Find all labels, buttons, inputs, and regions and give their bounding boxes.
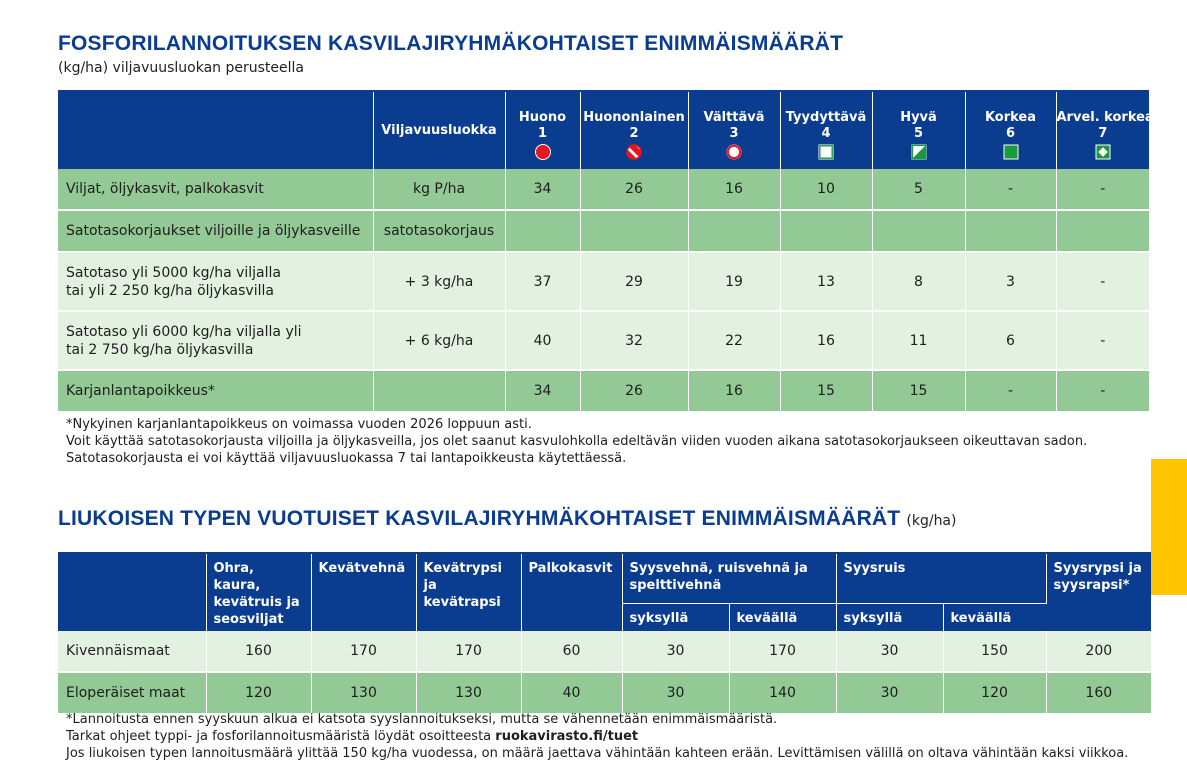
cell-value: 26 [580,370,688,412]
class-name: Välttävä [703,110,765,125]
header-class-1 [505,91,580,169]
note-line: Jos liukoisen typen lannoitusmäärä ylittää 150 kg/ha vuodessa, on määrä jaettava vähintään kahteen erään. Levittämisen välillä on oltava vähintään kaksi viikkoa. [66,746,1129,761]
row-label-line: Karjanlantapoikkeus* [66,383,215,399]
class-name: Tyydyttävä [785,110,867,125]
nitrogen-title-unit: (kg/ha) [906,513,957,529]
cell-value: 170 [729,631,836,672]
cell-value [965,210,1056,252]
cell-value: - [965,370,1056,412]
cell-value: 30 [836,672,943,714]
cell-value: 200 [1046,631,1151,672]
row-label: Eloperäiset maat [58,672,206,714]
header-sub: keväällä [943,604,1046,632]
class-number: 2 [629,126,639,141]
header-group: Palkokasvit [521,553,622,631]
cell-value: 34 [505,370,580,412]
cell-value: 120 [206,672,311,714]
cell-value [688,210,780,252]
header-class-4 [780,91,872,169]
row-unit [373,370,505,412]
cell-value: 13 [780,252,872,311]
header-empty [58,91,373,169]
cell-value [580,210,688,252]
header-class-2 [580,91,688,169]
phosphorus-table [58,90,1154,413]
class-name: Huono [518,110,567,125]
table-row [58,210,1149,252]
class-name: Arvel. korkea [1056,110,1154,125]
row-label-line: Satotaso yli 5000 kg/ha viljalla [66,264,281,281]
cell-value: 34 [505,169,580,210]
cell-value: 29 [580,252,688,311]
class-number: 4 [821,126,831,141]
row-label [58,252,373,311]
cell-value: 130 [311,672,416,714]
table-row [58,370,1149,412]
cell-value: 150 [943,631,1046,672]
header-class-5 [872,91,965,169]
cell-value: 16 [780,311,872,370]
cell-value [505,210,580,252]
cell-value: 120 [943,672,1046,714]
row-label [58,370,373,412]
header-sub: syksyllä [836,604,943,632]
red-filled-circle-icon [535,144,551,160]
cell-value: 130 [416,672,521,714]
class-number: 3 [729,126,739,141]
header-class-3 [688,91,780,169]
cell-value: 30 [622,631,729,672]
row-unit: satotasokorjaus [373,210,505,252]
cell-value [780,210,872,252]
header-empty [58,553,206,631]
cell-value: - [1056,370,1149,412]
green-half-square-icon [911,144,927,160]
row-label: Kivennäismaat [58,631,206,672]
row-label-line: Satotasokorjaukset viljoille ja öljykasveille [66,223,361,239]
table-row [58,631,1151,672]
cell-value: 32 [580,311,688,370]
cell-value: 140 [729,672,836,714]
class-name: Huononlainen [583,110,685,125]
nitrogen-table [58,552,1151,715]
cell-value: 10 [780,169,872,210]
ruokavirasto-link[interactable]: ruokavirasto.fi/tuet [495,729,639,744]
class-name: Hyvä [900,110,937,125]
cell-value: 30 [836,631,943,672]
header-group: Syysrypsi ja syysrapsi* [1046,553,1151,631]
note-line: Satotasokorjausta ei voi käyttää viljavuusluokassa 7 tai lantapoikkeusta käytettäessä. [66,451,627,466]
row-unit: kg P/ha [373,169,505,210]
yellow-side-tab [1151,459,1187,595]
cell-value: 60 [521,631,622,672]
cell-value: 15 [872,370,965,412]
cell-value: - [1056,252,1149,311]
note-line: *Nykyinen karjanlantapoikkeus on voimassa vuoden 2026 loppuun asti. [66,417,532,432]
cell-value: 6 [965,311,1056,370]
cell-value: 170 [416,631,521,672]
row-label [58,311,373,370]
table-row [58,672,1151,714]
class-number: 7 [1098,126,1108,141]
header-sub: keväällä [729,604,836,632]
cell-value: 3 [965,252,1056,311]
red-striped-circle-icon [626,144,642,160]
nitrogen-title-text: LIUKOISEN TYPEN VUOTUISET KASVILAJIRYHMÄKOHTAISET ENIMMÄISMÄÄRÄT [58,507,901,530]
cell-value: 37 [505,252,580,311]
cell-value: - [1056,169,1149,210]
cell-value: 170 [311,631,416,672]
cell-value: 22 [688,311,780,370]
row-label [58,169,373,210]
nitrogen-header-row [58,553,1151,604]
row-label-line: Satotaso yli 6000 kg/ha viljalla yli [66,323,302,340]
note-text: Tarkat ohjeet typpi- ja fosforilannoitusmääristä löydät osoitteesta [66,729,496,744]
header-class-7 [1056,91,1154,169]
row-unit: + 6 kg/ha [373,311,505,370]
header-group: Syysvehnä, ruisvehnä ja spelttivehnä [622,553,836,604]
cell-value: 160 [206,631,311,672]
cell-value: 40 [505,311,580,370]
nitrogen-title [58,507,956,531]
class-number: 5 [913,126,924,141]
header-viljavuusluokka: Viljavuusluokka [373,91,505,169]
row-unit: + 3 kg/ha [373,252,505,311]
cell-value: 16 [688,169,780,210]
green-outline-square-icon [818,144,834,160]
cell-value: 19 [688,252,780,311]
cell-value [872,210,965,252]
cell-value: 160 [1046,672,1151,714]
class-number: 6 [1005,126,1016,141]
table-row [58,311,1149,370]
cell-value: - [1056,311,1149,370]
cell-value: 30 [622,672,729,714]
row-label-line: Viljat, öljykasvit, palkokasvit [66,181,264,197]
cell-value: 5 [872,169,965,210]
class-name: Korkea [984,110,1037,125]
cell-value: 40 [521,672,622,714]
phosphorus-notes [66,416,1087,467]
cell-value: 8 [872,252,965,311]
header-sub: syksyllä [622,604,729,632]
class-number: 1 [537,126,548,141]
row-label-line: tai 2 750 kg/ha öljykasvilla [66,341,254,358]
red-ring-circle-icon [726,144,742,160]
cell-value: 16 [688,370,780,412]
cell-value: 26 [580,169,688,210]
phosphorus-header-row [58,91,1149,169]
table-row [58,252,1149,311]
header-group: Ohra, kaura, kevätruis ja seosviljat [206,553,311,631]
table-row [58,169,1149,210]
note-line: Voit käyttää satotasokorjausta viljoilla ja öljykasveilla, jos olet saanut kasvulohkolla edeltävän viiden vuoden aikana satotasokorjaukseen oikeuttavan sadon. [66,434,1088,449]
cell-value: - [965,169,1056,210]
header-group: Syysruis [836,553,1046,604]
note-line [66,728,1128,745]
note-line: *Lannoitusta ennen syyskuun alkua ei katsota syyslannoitukseksi, mutta se vähennetään enimmäismääristä. [66,712,778,727]
cell-value: 15 [780,370,872,412]
green-diamond-square-icon [1095,144,1111,160]
row-label [58,210,373,252]
cell-value: 11 [872,311,965,370]
nitrogen-notes [66,711,1128,762]
green-filled-square-icon [1003,144,1019,160]
header-group: Kevätvehnä [311,553,416,631]
header-group: Kevätrypsi ja kevätrapsi [416,553,521,631]
phosphorus-title: FOSFORILANNOITUKSEN KASVILAJIRYHMÄKOHTAISET ENIMMÄISMÄÄRÄT [58,32,844,55]
row-label-line: tai yli 2 250 kg/ha öljykasvilla [66,282,274,299]
cell-value [1056,210,1149,252]
phosphorus-subtitle: (kg/ha) viljavuusluokan perusteella [58,60,304,76]
header-class-6 [965,91,1056,169]
